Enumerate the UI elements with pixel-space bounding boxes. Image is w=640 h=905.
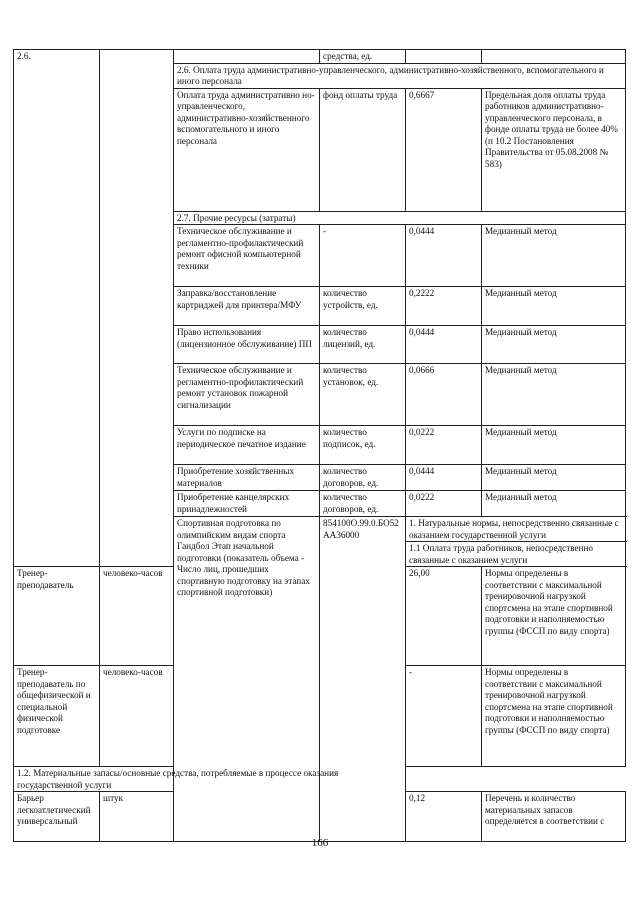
resource-name: Право использования (лицензионное обслуживание) ПП bbox=[174, 326, 320, 364]
resource-unit: количество подписок, ед. bbox=[320, 426, 406, 465]
resource-note: Медианный метод bbox=[482, 225, 626, 287]
resource-value: 0,0222 bbox=[406, 491, 482, 517]
resource-note: Медианный метод bbox=[482, 426, 626, 465]
resource-name: Тренер-преподаватель по общефизической и специальной физической подготовке bbox=[14, 666, 100, 767]
section-1-2-title: 1.2. Материальные запасы/основные средства, потребляемые в процессе оказания государственной услуги bbox=[14, 767, 406, 792]
resource-unit: количество установок, ед. bbox=[320, 364, 406, 426]
resource-name: Техническое обслуживание и регламентно-профилактический ремонт установок пожарной сигнализации bbox=[174, 364, 320, 426]
section-row bbox=[14, 767, 626, 792]
resource-name: Заправка/восстановление картриджей для принтера/МФУ bbox=[174, 287, 320, 326]
section-2-6-title: 2.6. Оплата труда административно-управленческого, административно-хозяйственного, вспомогательного и иного персонала bbox=[174, 63, 626, 88]
page-number: 166 bbox=[311, 837, 329, 849]
resource-unit: количество договоров, ед. bbox=[320, 491, 406, 517]
resource-note: Медианный метод bbox=[482, 326, 626, 364]
resource-note: Медианный метод bbox=[482, 465, 626, 491]
resource-value: 0,2222 bbox=[406, 287, 482, 326]
code-cell-empty bbox=[100, 50, 174, 567]
resource-unit: штук bbox=[100, 792, 174, 842]
resource-value: 26,00 bbox=[406, 567, 482, 666]
resource-unit: количество устройств, ед. bbox=[320, 287, 406, 326]
resource-unit: количество лицензий, ед. bbox=[320, 326, 406, 364]
table-row bbox=[14, 50, 626, 64]
resource-unit: фонд оплаты труда bbox=[320, 88, 406, 211]
resource-name: Услуги по подписке на периодическое печатное издание bbox=[174, 426, 320, 465]
resource-note: Перечень и количество материальных запасов определяется в соответствии с bbox=[482, 792, 626, 842]
resource-value: 0,6667 bbox=[406, 88, 482, 211]
resource-note: Медианный метод bbox=[482, 364, 626, 426]
service-name: Спортивная подготовка по олимпийским видам спорта Гандбол Этап начальной подготовки (показатель объема - Число лиц, прошедших спортивную подготовку на этапах спортивной подготовки) bbox=[174, 517, 320, 842]
resource-note: Нормы определены в соответствии с максимальной тренировочной нагрузкой спортсмена на этапе спортивной подготовки и наполняемостью группы (ФССП по виду спорта) bbox=[482, 567, 626, 666]
unit-cell: средства, ед. bbox=[320, 50, 406, 64]
service-code: 854100О.99.0.БО52АА36000 bbox=[320, 517, 406, 842]
section-1-1-title: 1.1 Оплата труда работников, непосредственно связанные с оказанием услуги bbox=[406, 542, 626, 567]
resource-name: Оплата труда административно но-управленческого, административно-хозяйственного вспомогательного и иного персонала bbox=[174, 88, 320, 211]
resource-value: 0,0444 bbox=[406, 465, 482, 491]
section-1-title: 1. Натуральные нормы, непосредственно связанные с оказанием государственной услуги bbox=[406, 517, 626, 542]
resource-value: 0,0666 bbox=[406, 364, 482, 426]
resource-value: 0,0444 bbox=[406, 326, 482, 364]
resource-value: 0,12 bbox=[406, 792, 482, 842]
resource-unit: человеко-часов bbox=[100, 567, 174, 666]
resource-name: Барьер легкоатлетический универсальный bbox=[14, 792, 100, 842]
resource-unit: - bbox=[320, 225, 406, 287]
resource-name: Приобретение хозяйственных материалов bbox=[174, 465, 320, 491]
resource-note: Нормы определены в соответствии с максимальной тренировочной нагрузкой спортсмена на этапе спортивной подготовки и наполняемостью группы (ФССП по виду спорта) bbox=[482, 666, 626, 767]
resource-name: Приобретение канцелярских принадлежностей bbox=[174, 491, 320, 517]
resource-note: Медианный метод bbox=[482, 287, 626, 326]
resource-unit: количество договоров, ед. bbox=[320, 465, 406, 491]
section-2-7-title: 2.7. Прочие ресурсы (затраты) bbox=[174, 211, 626, 225]
norms-table bbox=[13, 49, 626, 842]
resource-name: Техническое обслуживание и регламентно-профилактический ремонт офисной компьютерной техники bbox=[174, 225, 320, 287]
resource-note: Предельная доля оплаты труда работников административно-управленческого персонала, в фонде оплаты труда не более 40% (п 10.2 Постановления Правительства от 05.08.2008 № 583) bbox=[482, 88, 626, 211]
resource-value: 0,0444 bbox=[406, 225, 482, 287]
resource-value: 0,0222 bbox=[406, 426, 482, 465]
resource-unit: человеко-часов bbox=[100, 666, 174, 767]
row-number-cell: 2.6. bbox=[14, 50, 100, 567]
resource-name: Тренер-преподаватель bbox=[14, 567, 100, 666]
resource-value: - bbox=[406, 666, 482, 767]
resource-note: Медианный метод bbox=[482, 491, 626, 517]
